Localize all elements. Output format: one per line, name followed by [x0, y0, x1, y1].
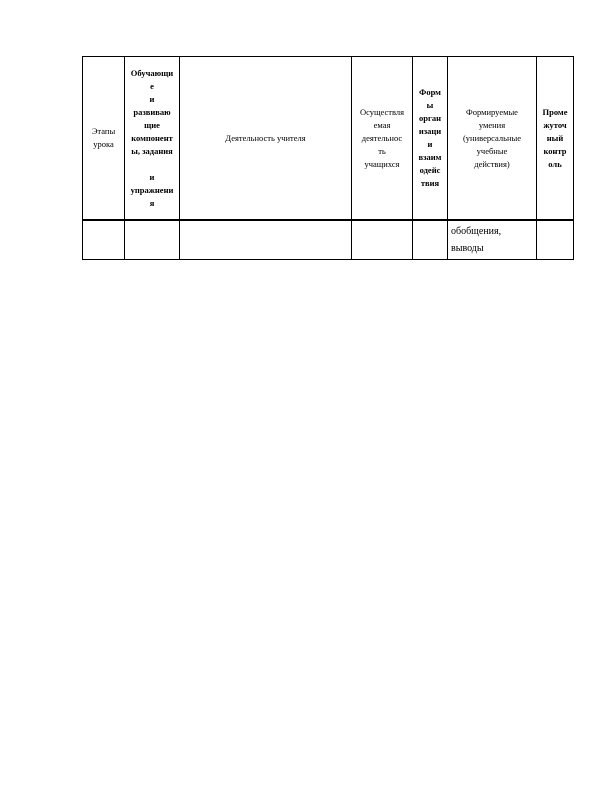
header-text-line	[126, 158, 178, 171]
header-text-line: Обучающи	[130, 67, 174, 78]
header-text-line: деятельнос	[361, 132, 403, 143]
header-text-line: (универсальные	[462, 132, 522, 143]
header-text-line: развиваю	[133, 106, 171, 117]
header-interaction-forms	[413, 57, 448, 221]
table-cell	[352, 220, 413, 260]
header-text-line: компонент	[131, 132, 173, 143]
table-row	[83, 220, 574, 260]
header-text-line: учащихся	[364, 158, 400, 169]
header-text-line: твия	[420, 178, 440, 188]
header-teacher-activity	[180, 57, 352, 221]
header-text-line: Деятельность учителя	[225, 132, 306, 143]
header-lesson-stages	[83, 57, 125, 221]
header-text-line: е	[150, 80, 154, 91]
header-text-line: оль	[548, 158, 562, 169]
header-text-line: упражнени	[130, 184, 174, 195]
header-text-line: жуточ	[543, 119, 567, 130]
header-text-line: Формируемые	[466, 106, 518, 117]
header-text-line: контр	[543, 145, 567, 156]
header-text-line: одейс	[419, 165, 441, 175]
header-text-line: урока	[93, 139, 114, 149]
header-text-line: щие	[144, 119, 160, 130]
table-cell	[125, 220, 180, 260]
table-cell	[83, 220, 125, 260]
table-cell: обобщения, выводы	[448, 220, 537, 260]
header-text-line: изаци	[418, 126, 442, 136]
header-text-line: Проме	[542, 106, 568, 117]
header-text-line: орган	[419, 113, 441, 123]
header-text-line: действия)	[474, 158, 510, 169]
header-text-line: я	[149, 197, 155, 208]
header-text-line: ть	[378, 145, 386, 156]
header-student-activity	[352, 57, 413, 221]
header-text-line: Этапы	[91, 126, 116, 136]
header-text-line: умения	[478, 119, 506, 130]
header-text-line: Форм	[419, 87, 441, 97]
lesson-plan-table	[82, 56, 574, 260]
header-text-line: ы	[426, 100, 434, 110]
header-formed-skills	[448, 57, 537, 221]
header-learning-components	[125, 57, 180, 221]
table-header-row	[83, 57, 574, 221]
header-text-line: Осуществля	[359, 106, 405, 117]
header-text-line: взаим	[418, 152, 442, 162]
header-text-line: ы, задания	[131, 145, 173, 156]
header-text-line: емая	[373, 119, 391, 130]
header-text-line: учебные	[476, 145, 508, 156]
table-cell	[180, 220, 352, 260]
header-text-line: ный	[546, 132, 564, 143]
header-intermediate-control	[537, 57, 574, 221]
header-text-line: и	[149, 171, 155, 182]
table-cell	[413, 220, 448, 260]
header-text-line: и	[149, 93, 155, 104]
table-cell	[537, 220, 574, 260]
header-text-line: и	[427, 139, 433, 149]
